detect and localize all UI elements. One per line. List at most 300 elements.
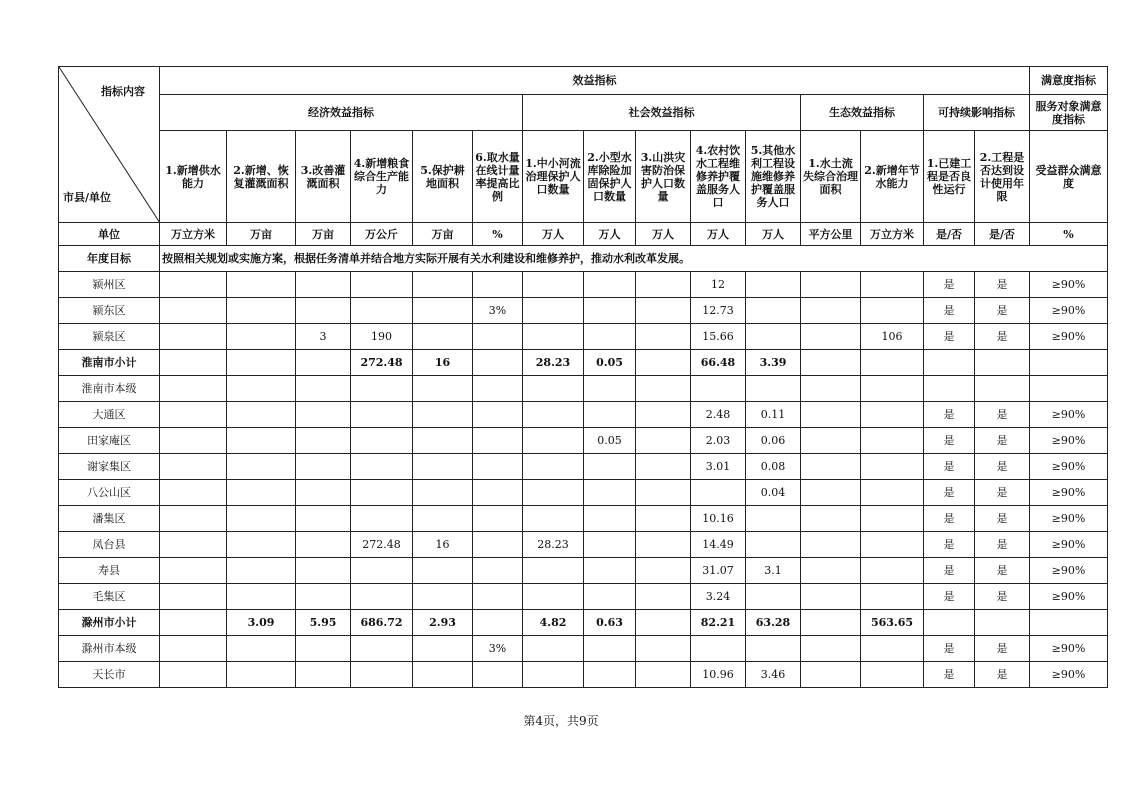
table-cell: [975, 610, 1030, 636]
table-cell: [584, 480, 636, 506]
table-cell: 是: [975, 272, 1030, 298]
table-cell: [296, 454, 351, 480]
row-name: 滁州市本级: [59, 636, 160, 662]
table-cell: [227, 350, 296, 376]
table-cell: 是: [975, 558, 1030, 584]
table-cell: 0.05: [584, 428, 636, 454]
table-cell: ≥90%: [1030, 324, 1108, 350]
table-cell: [746, 584, 801, 610]
table-cell: 是: [975, 532, 1030, 558]
table-cell: [351, 636, 413, 662]
table-cell: [523, 584, 584, 610]
table-cell: [413, 454, 473, 480]
table-cell: [351, 584, 413, 610]
table-cell: [227, 324, 296, 350]
table-cell: [473, 454, 523, 480]
column-header: 1.新增供水能力: [160, 131, 227, 223]
table-cell: [296, 662, 351, 688]
table-cell: 3.09: [227, 610, 296, 636]
table-cell: [160, 558, 227, 584]
table-cell: [924, 376, 975, 402]
table-cell: [160, 376, 227, 402]
table-cell: 是: [924, 506, 975, 532]
table-cell: 是: [924, 298, 975, 324]
table-cell: [975, 376, 1030, 402]
table-cell: [636, 636, 691, 662]
table-cell: [227, 428, 296, 454]
table-cell: [691, 376, 746, 402]
economic-header: 经济效益指标: [160, 95, 523, 131]
table-cell: [160, 454, 227, 480]
table-cell: [160, 350, 227, 376]
table-cell: [413, 324, 473, 350]
satisfaction-header: 满意度指标: [1030, 67, 1108, 95]
table-cell: [523, 480, 584, 506]
table-cell: [861, 272, 924, 298]
table-cell: [160, 610, 227, 636]
table-cell: [746, 324, 801, 350]
table-cell: 12: [691, 272, 746, 298]
column-header: 3.改善灌溉面积: [296, 131, 351, 223]
table-cell: 10.16: [691, 506, 746, 532]
column-header: 2.工程是否达到设计使用年限: [975, 131, 1030, 223]
table-cell: [584, 402, 636, 428]
row-name: 淮南市小计: [59, 350, 160, 376]
table-cell: [296, 350, 351, 376]
table-cell: 3%: [473, 636, 523, 662]
table-row: [59, 428, 1108, 454]
table-cell: [473, 558, 523, 584]
table-cell: [801, 324, 861, 350]
row-name: 寿县: [59, 558, 160, 584]
unit-cell: 万立方米: [160, 223, 227, 246]
table-cell: [296, 584, 351, 610]
table-cell: [584, 272, 636, 298]
row-name: 颍州区: [59, 272, 160, 298]
table-cell: 是: [924, 584, 975, 610]
table-cell: ≥90%: [1030, 532, 1108, 558]
table-cell: 4.82: [523, 610, 584, 636]
table-cell: [473, 584, 523, 610]
table-cell: ≥90%: [1030, 558, 1108, 584]
table-cell: [227, 558, 296, 584]
table-cell: [413, 272, 473, 298]
table-cell: 16: [413, 532, 473, 558]
table-cell: 10.96: [691, 662, 746, 688]
table-cell: [473, 428, 523, 454]
column-header: 2.新增、恢复灌溉面积: [227, 131, 296, 223]
unit-cell: 万亩: [296, 223, 351, 246]
table-cell: 106: [861, 324, 924, 350]
table-cell: [975, 350, 1030, 376]
table-cell: 28.23: [523, 350, 584, 376]
table-cell: 66.48: [691, 350, 746, 376]
ecological-header: 生态效益指标: [801, 95, 924, 131]
table-cell: [160, 428, 227, 454]
table-cell: [523, 272, 584, 298]
table-cell: [584, 636, 636, 662]
row-name: 毛集区: [59, 584, 160, 610]
unit-label: 单位: [59, 223, 160, 246]
table-cell: [160, 324, 227, 350]
table-cell: [584, 584, 636, 610]
table-cell: [636, 610, 691, 636]
table-cell: 3.24: [691, 584, 746, 610]
table-cell: 是: [975, 324, 1030, 350]
table-cell: 12.73: [691, 298, 746, 324]
table-cell: [473, 402, 523, 428]
service-satisfaction-header: 服务对象满意度指标: [1030, 95, 1108, 131]
column-header: 2.新增年节水能力: [861, 131, 924, 223]
row-name: 潘集区: [59, 506, 160, 532]
unit-cell: 万亩: [413, 223, 473, 246]
row-name: 谢家集区: [59, 454, 160, 480]
table-cell: [523, 636, 584, 662]
table-cell: 是: [924, 428, 975, 454]
table-cell: [801, 350, 861, 376]
table-cell: [160, 662, 227, 688]
table-row: [59, 324, 1108, 350]
table-cell: [861, 298, 924, 324]
table-cell: 是: [975, 428, 1030, 454]
table-cell: [523, 428, 584, 454]
table-cell: ≥90%: [1030, 506, 1108, 532]
table-cell: 是: [924, 636, 975, 662]
table-cell: [473, 350, 523, 376]
table-cell: [523, 506, 584, 532]
table-cell: 31.07: [691, 558, 746, 584]
table-cell: [523, 558, 584, 584]
table-cell: [473, 506, 523, 532]
unit-cell: %: [1030, 223, 1108, 246]
table-cell: [801, 402, 861, 428]
table-row: [59, 636, 1108, 662]
table-row: [59, 610, 1108, 636]
unit-cell: 万亩: [227, 223, 296, 246]
corner-header-cell: [59, 67, 160, 223]
table-cell: 是: [975, 636, 1030, 662]
table-row: [59, 272, 1108, 298]
table-cell: [1030, 350, 1108, 376]
table-cell: [160, 480, 227, 506]
table-cell: 是: [924, 558, 975, 584]
table-cell: [296, 636, 351, 662]
table-cell: [924, 350, 975, 376]
table-cell: 是: [924, 480, 975, 506]
table-cell: [1030, 610, 1108, 636]
table-cell: [351, 506, 413, 532]
table-cell: 3.46: [746, 662, 801, 688]
table-cell: 272.48: [351, 532, 413, 558]
table-cell: [691, 636, 746, 662]
unit-cell: %: [473, 223, 523, 246]
table-row: [59, 480, 1108, 506]
table-cell: [861, 480, 924, 506]
table-cell: 15.66: [691, 324, 746, 350]
table-cell: [861, 402, 924, 428]
table-cell: [160, 636, 227, 662]
column-header: 3.山洪灾害防治保护人口数量: [636, 131, 691, 223]
column-header: 2.小型水库除险加固保护人口数量: [584, 131, 636, 223]
table-cell: [584, 298, 636, 324]
table-cell: [801, 662, 861, 688]
table-cell: [160, 506, 227, 532]
table-cell: [413, 558, 473, 584]
table-cell: [801, 454, 861, 480]
table-row: [59, 402, 1108, 428]
table-cell: [636, 584, 691, 610]
table-cell: [227, 402, 296, 428]
row-name: 淮南市本级: [59, 376, 160, 402]
table-cell: 是: [975, 480, 1030, 506]
table-cell: ≥90%: [1030, 298, 1108, 324]
table-cell: [523, 298, 584, 324]
column-header: 1.中小河流治理保护人口数量: [523, 131, 584, 223]
table-cell: 5.95: [296, 610, 351, 636]
table-row: [59, 532, 1108, 558]
table-cell: ≥90%: [1030, 480, 1108, 506]
table-row: [59, 506, 1108, 532]
table-cell: [861, 532, 924, 558]
unit-cell: 万人: [636, 223, 691, 246]
table-cell: 2.03: [691, 428, 746, 454]
corner-label-unit: 市县/单位: [63, 191, 112, 204]
table-row: [59, 584, 1108, 610]
table-cell: ≥90%: [1030, 454, 1108, 480]
table-cell: 0.63: [584, 610, 636, 636]
table-cell: [413, 662, 473, 688]
table-cell: [351, 298, 413, 324]
table-cell: [296, 402, 351, 428]
table-cell: [227, 272, 296, 298]
sustainable-header: 可持续影响指标: [924, 95, 1030, 131]
table-cell: 是: [924, 662, 975, 688]
table-cell: [413, 506, 473, 532]
table-cell: [227, 532, 296, 558]
table-cell: [227, 584, 296, 610]
table-cell: [227, 506, 296, 532]
table-cell: [861, 584, 924, 610]
table-cell: [636, 298, 691, 324]
column-header: 1.已建工程是否良性运行: [924, 131, 975, 223]
table-cell: [801, 376, 861, 402]
table-cell: [523, 376, 584, 402]
row-name: 天长市: [59, 662, 160, 688]
table-cell: [861, 636, 924, 662]
table-cell: [691, 480, 746, 506]
table-cell: [473, 532, 523, 558]
indicator-table: [58, 66, 1108, 688]
table-cell: [801, 298, 861, 324]
unit-cell: 是/否: [924, 223, 975, 246]
table-cell: 3%: [473, 298, 523, 324]
table-cell: 0.06: [746, 428, 801, 454]
table-cell: [636, 532, 691, 558]
column-header: 1.水土流失综合治理面积: [801, 131, 861, 223]
table-cell: [227, 454, 296, 480]
table-cell: 是: [924, 272, 975, 298]
table-cell: [160, 272, 227, 298]
table-cell: [636, 350, 691, 376]
table-cell: [636, 376, 691, 402]
table-cell: [584, 454, 636, 480]
table-cell: 16: [413, 350, 473, 376]
column-header: 5.保护耕地面积: [413, 131, 473, 223]
benefit-header: 效益指标: [160, 67, 1030, 95]
table-cell: [523, 402, 584, 428]
table-cell: [861, 558, 924, 584]
table-cell: 是: [924, 402, 975, 428]
table-cell: 3.01: [691, 454, 746, 480]
table-cell: [473, 272, 523, 298]
table-cell: 是: [975, 298, 1030, 324]
table-cell: [746, 532, 801, 558]
table-cell: [413, 428, 473, 454]
table-cell: [861, 428, 924, 454]
table-cell: [351, 402, 413, 428]
table-cell: [636, 506, 691, 532]
table-cell: 是: [975, 584, 1030, 610]
table-cell: [636, 402, 691, 428]
table-cell: [801, 532, 861, 558]
table-cell: [1030, 376, 1108, 402]
table-cell: [160, 584, 227, 610]
table-cell: [861, 376, 924, 402]
table-cell: 是: [975, 662, 1030, 688]
table-cell: 是: [975, 506, 1030, 532]
table-cell: 3: [296, 324, 351, 350]
table-cell: [636, 558, 691, 584]
table-cell: 563.65: [861, 610, 924, 636]
table-cell: [473, 324, 523, 350]
row-name: 颍泉区: [59, 324, 160, 350]
table-cell: [413, 298, 473, 324]
unit-cell: 万人: [584, 223, 636, 246]
table-cell: 是: [975, 454, 1030, 480]
row-name: 滁州市小计: [59, 610, 160, 636]
table-cell: [351, 428, 413, 454]
table-cell: [227, 480, 296, 506]
unit-cell: 万人: [691, 223, 746, 246]
table-cell: [584, 532, 636, 558]
table-cell: [584, 558, 636, 584]
table-cell: [351, 272, 413, 298]
table-cell: [523, 324, 584, 350]
table-cell: 272.48: [351, 350, 413, 376]
row-name: 田家庵区: [59, 428, 160, 454]
table-row: [59, 662, 1108, 688]
table-cell: [227, 662, 296, 688]
table-cell: 3.39: [746, 350, 801, 376]
table-cell: 0.05: [584, 350, 636, 376]
table-cell: [473, 480, 523, 506]
table-cell: [801, 506, 861, 532]
table-row: [59, 558, 1108, 584]
row-name: 大通区: [59, 402, 160, 428]
table-cell: 是: [924, 532, 975, 558]
table-cell: ≥90%: [1030, 636, 1108, 662]
table-cell: 63.28: [746, 610, 801, 636]
table-cell: [636, 324, 691, 350]
table-row: [59, 376, 1108, 402]
table-cell: [351, 454, 413, 480]
social-header: 社会效益指标: [523, 95, 801, 131]
table-cell: [801, 610, 861, 636]
table-cell: [473, 376, 523, 402]
table-cell: 190: [351, 324, 413, 350]
table-cell: [801, 584, 861, 610]
column-header: 受益群众满意度: [1030, 131, 1108, 223]
table-cell: 是: [924, 454, 975, 480]
row-name: 颍东区: [59, 298, 160, 324]
table-cell: ≥90%: [1030, 584, 1108, 610]
table-cell: [351, 480, 413, 506]
table-cell: 0.04: [746, 480, 801, 506]
table-cell: [801, 558, 861, 584]
table-cell: 3.1: [746, 558, 801, 584]
target-label: 年度目标: [59, 246, 160, 272]
table-cell: [636, 428, 691, 454]
table-cell: [584, 662, 636, 688]
table-cell: [413, 636, 473, 662]
table-cell: [160, 402, 227, 428]
table-cell: [924, 610, 975, 636]
table-cell: [861, 662, 924, 688]
table-cell: [351, 558, 413, 584]
table-cell: 是: [924, 324, 975, 350]
table-cell: [861, 454, 924, 480]
table-cell: [584, 324, 636, 350]
unit-cell: 万公斤: [351, 223, 413, 246]
table-cell: [413, 376, 473, 402]
table-cell: [413, 584, 473, 610]
table-cell: [296, 272, 351, 298]
table-cell: ≥90%: [1030, 402, 1108, 428]
table-cell: [227, 636, 296, 662]
table-cell: [746, 298, 801, 324]
table-cell: 0.11: [746, 402, 801, 428]
table-cell: [801, 272, 861, 298]
table-row: [59, 454, 1108, 480]
column-header: 4.新增粮食综合生产能力: [351, 131, 413, 223]
table-cell: 2.93: [413, 610, 473, 636]
table-cell: 82.21: [691, 610, 746, 636]
table-cell: [801, 480, 861, 506]
table-cell: 686.72: [351, 610, 413, 636]
column-header: 4.农村饮水工程维修养护覆盖服务人口: [691, 131, 746, 223]
table-cell: [296, 428, 351, 454]
table-row: [59, 298, 1108, 324]
table-cell: [160, 298, 227, 324]
table-cell: [746, 636, 801, 662]
table-row: [59, 350, 1108, 376]
unit-cell: 万人: [523, 223, 584, 246]
unit-cell: 是/否: [975, 223, 1030, 246]
table-cell: [227, 298, 296, 324]
table-cell: [296, 532, 351, 558]
table-cell: [413, 402, 473, 428]
table-cell: [636, 454, 691, 480]
corner-label-indicator: 指标内容: [101, 85, 145, 98]
table-cell: [746, 376, 801, 402]
table-cell: [296, 480, 351, 506]
table-cell: [523, 662, 584, 688]
table-cell: 2.48: [691, 402, 746, 428]
table-cell: [296, 506, 351, 532]
table-cell: ≥90%: [1030, 272, 1108, 298]
table-cell: [636, 662, 691, 688]
table-cell: [523, 454, 584, 480]
